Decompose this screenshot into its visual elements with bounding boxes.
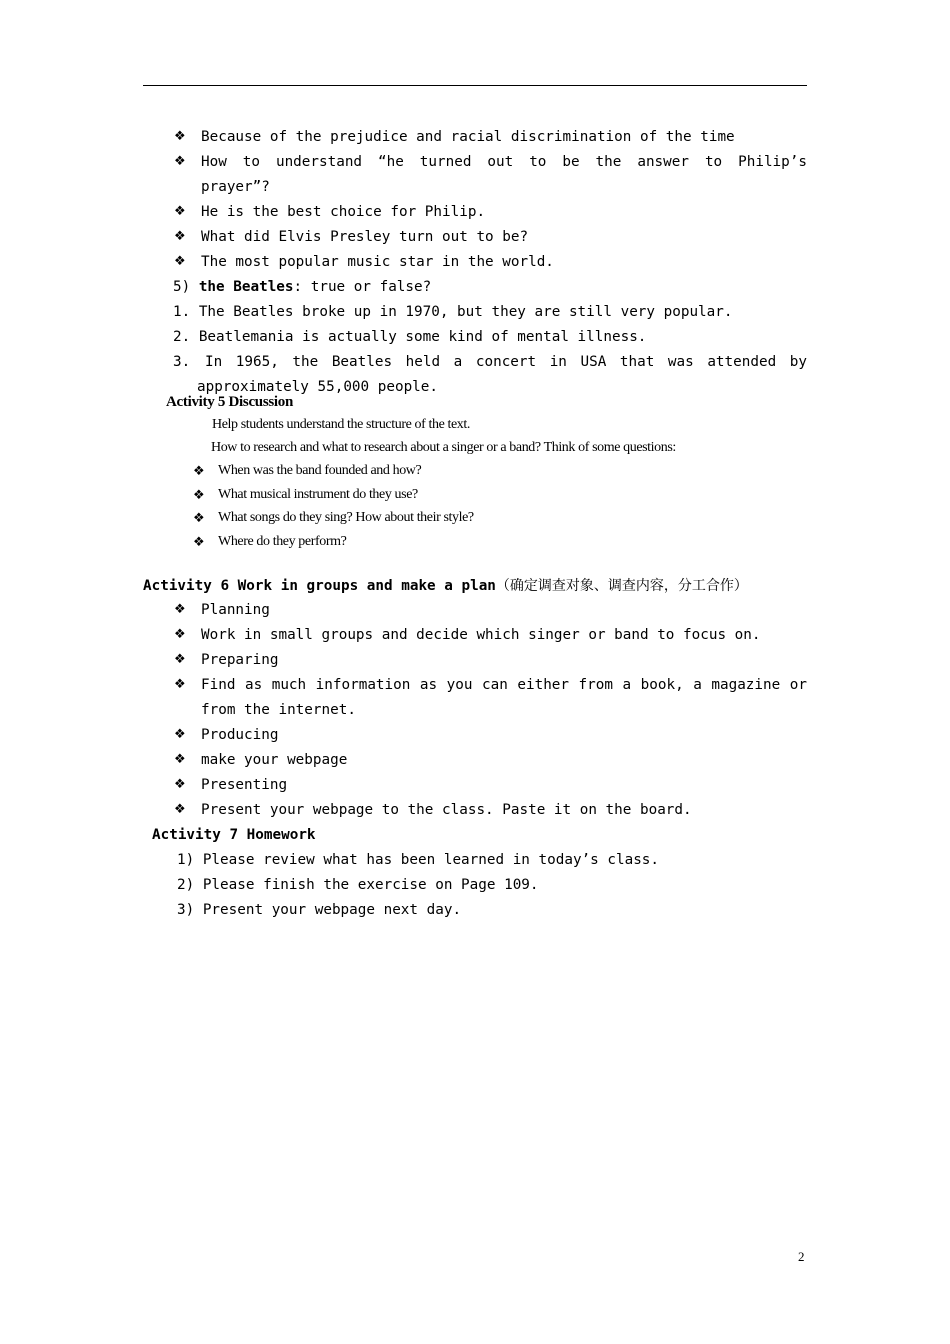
bullet-text-continued: from the internet. (201, 702, 356, 718)
activity7-title: Activity 7 Homework (152, 827, 316, 843)
bullet-icon: ❖ (174, 627, 186, 642)
bullet-icon: ❖ (174, 154, 186, 169)
bullet-text: Presenting (201, 777, 288, 793)
list-number: 2. (173, 329, 191, 345)
list-number: 1. (173, 304, 191, 320)
bullet-text: How to understand “he turned out to be the answer to Philip’s (201, 154, 807, 170)
bullet-text: Because of the prejudice and racial discrimination of the time (201, 129, 735, 145)
list-item (173, 303, 733, 321)
list-text: In 1965, the Beatles held a concert in USA that was attended by (205, 354, 807, 370)
bullet-text: He is the best choice for Philip. (201, 204, 486, 220)
bullet-icon: ❖ (174, 129, 186, 144)
activity6-heading (143, 577, 748, 595)
section-title-bold: the Beatles (198, 279, 294, 295)
activity6-title: Activity 6 Work in groups and make a plan (143, 578, 496, 594)
bullet-icon: ❖ (193, 488, 205, 503)
question-text: What songs do they sing? How about their style? (218, 510, 474, 525)
list-text: The Beatles broke up in 1970, but they are still very popular. (198, 304, 733, 320)
bullet-icon: ❖ (174, 229, 186, 244)
bullet-icon: ❖ (174, 752, 186, 767)
activity5-block (160, 394, 800, 560)
activity5-text: Help students understand the structure of the text. (212, 417, 470, 432)
bullet-text: make your webpage (201, 752, 348, 768)
list-text: Please review what has been learned in today’s class. (202, 852, 660, 868)
list-item (173, 328, 646, 346)
bullet-icon: ❖ (174, 254, 186, 269)
bullet-text: Producing (201, 727, 279, 743)
bullet-icon: ❖ (174, 652, 186, 667)
list-number: 1) (177, 852, 195, 868)
list-text: Present your webpage next day. (202, 902, 462, 918)
bullet-icon: ❖ (174, 727, 186, 742)
list-number: 2) (177, 877, 195, 893)
list-item (177, 851, 659, 869)
bullet-icon: ❖ (193, 511, 205, 526)
list-number: 3. (173, 354, 191, 370)
bullet-text: Work in small groups and decide which singer or band to focus on. (201, 627, 761, 643)
bullet-icon: ❖ (174, 802, 186, 817)
page-number: 2 (798, 1249, 805, 1264)
activity5-text: How to research and what to research about a singer or a band? Think of some questions: (211, 440, 676, 455)
bullet-text: Find as much information as you can either from a book, a magazine or (201, 677, 807, 693)
bullet-icon: ❖ (174, 602, 186, 617)
bullet-icon: ❖ (174, 777, 186, 792)
bullet-text: Preparing (201, 652, 279, 668)
list-item (177, 876, 539, 894)
bullet-text: Planning (201, 602, 270, 618)
section-title-rest: : true or false? (293, 279, 432, 295)
bullet-icon: ❖ (174, 677, 186, 692)
list-number: 3) (177, 902, 195, 918)
question-text: What musical instrument do they use? (218, 487, 418, 502)
question-text: Where do they perform? (218, 534, 347, 549)
question-text: When was the band founded and how? (218, 463, 422, 478)
list-text: Beatlemania is actually some kind of mental illness. (198, 329, 647, 345)
header-rule (143, 85, 807, 86)
activity6-title-cn: （确定调查对象、调查内容，分工合作） (495, 578, 748, 594)
list-text: Please finish the exercise on Page 109. (202, 877, 539, 893)
list-item (177, 901, 461, 919)
bullet-text: What did Elvis Presley turn out to be? (201, 229, 529, 245)
bullet-icon: ❖ (193, 464, 205, 479)
bullet-icon: ❖ (174, 204, 186, 219)
section-heading (173, 278, 431, 296)
activity5-heading: Activity 5 Discussion (166, 394, 294, 410)
bullet-icon: ❖ (193, 535, 205, 550)
bullet-text: Present your webpage to the class. Paste it on the board. (201, 802, 692, 818)
list-text-continued: approximately 55,000 people. (197, 379, 439, 395)
bullet-text: The most popular music star in the world. (201, 254, 554, 270)
bullet-text-continued: prayer”? (201, 179, 270, 195)
section-number: 5) (173, 279, 191, 295)
activity7-heading (152, 826, 316, 844)
